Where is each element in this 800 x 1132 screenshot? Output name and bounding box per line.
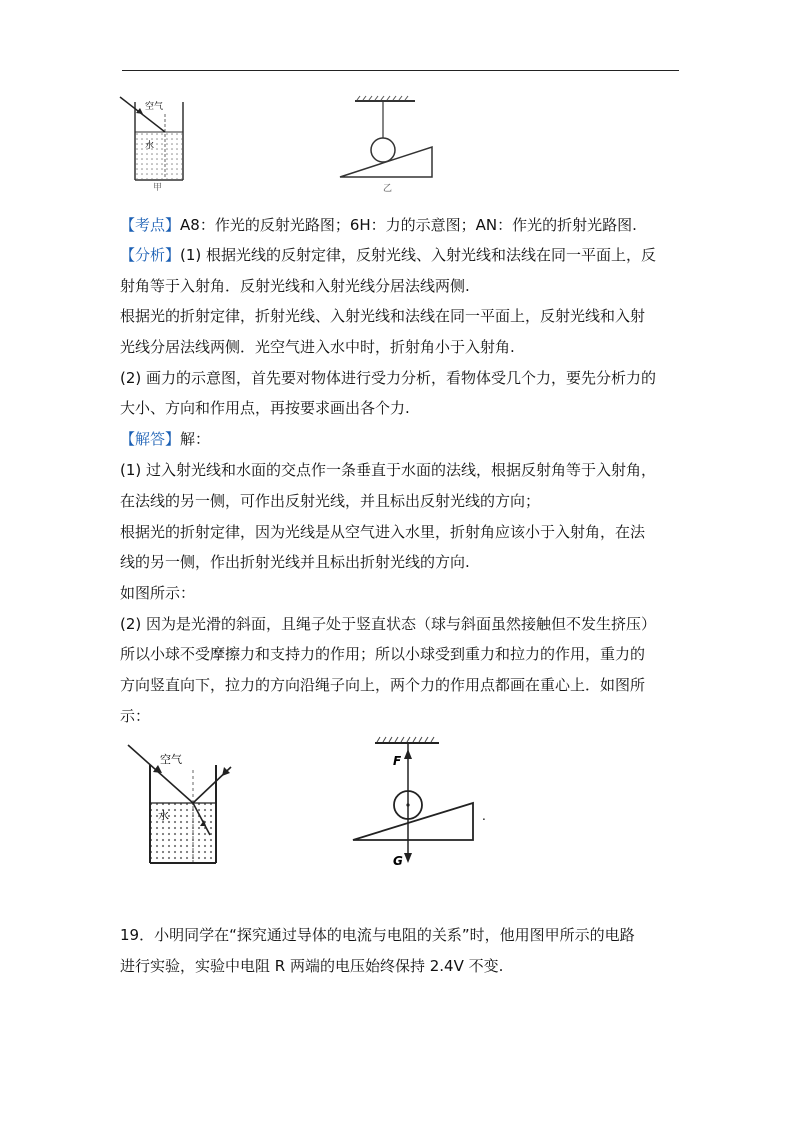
air-label-q: 空气 <box>145 102 164 112</box>
kaodian-text: A8：作光的反射光路图；6H：力的示意图；AN：作光的折射光路图. <box>180 216 637 234</box>
paragraph-line: 所以小球不受摩擦力和支持力的作用；所以小球受到重力和拉力的作用，重力的 <box>120 645 646 663</box>
fenxi-line <box>120 245 656 265</box>
paragraph-line: 根据光的折射定律，折射光线、入射光线和法线在同一平面上，反射光线和入射 <box>120 307 646 325</box>
ramp-figure-answer <box>345 735 495 870</box>
jieda-line <box>120 429 210 449</box>
paragraph-line: (2) 因为是光滑的斜面，且绳子处于竖直状态（球与斜面虽然接触但不发生挤压） <box>120 615 657 633</box>
trailing-dot: . <box>482 809 486 823</box>
paragraph-line: 光线分居法线两侧．光空气进入水中时，折射角小于入射角. <box>120 338 515 356</box>
question-19-line-2: 进行实验，实验中电阻 R 两端的电压始终保持 2.4V 不变. <box>120 957 504 975</box>
kaodian-tag: 【考点】 <box>120 216 181 234</box>
paragraph-line: 根据光的折射定律，因为光线是从空气进入水里，折射角应该小于入射角，在法 <box>120 523 646 541</box>
paragraph-line: 方向竖直向下，拉力的方向沿绳子向上，两个力的作用点都画在重心上．如图所 <box>120 676 646 694</box>
header-rule <box>122 70 679 71</box>
caption-yi: 乙 <box>383 184 393 194</box>
water-label-a: 水 <box>158 809 169 822</box>
jieda-text: 解： <box>180 430 211 448</box>
question-19-line-1: 19．小明同学在“探究通过导体的电流与电阻的关系”时，他用图甲所示的电路 <box>120 926 635 944</box>
force-g-label: G <box>393 854 403 868</box>
paragraph-line: (2) 画力的示意图，首先要对物体进行受力分析，看物体受几个力，要先分析力的 <box>120 369 657 387</box>
water-label-q: 水 <box>145 141 155 151</box>
paragraph-line: (1) 过入射光线和水面的交点作一条垂直于水面的法线，根据反射角等于入射角， <box>120 461 657 479</box>
paragraph-line: 在法线的另一侧，可作出反射光线，并且标出反射光线的方向； <box>120 492 541 510</box>
air-label-a: 空气 <box>160 753 182 766</box>
jieda-tag: 【解答】 <box>120 430 181 448</box>
ramp-figure-question <box>335 95 445 195</box>
paragraph-line: 射角等于入射角．反射光线和入射光线分居法线两侧. <box>120 277 470 295</box>
beaker-figure-answer <box>118 735 233 875</box>
kaodian-line <box>120 215 637 235</box>
caption-jia: 甲 <box>153 183 163 192</box>
beaker-figure-question <box>115 92 200 192</box>
fenxi-tag: 【分析】 <box>120 246 181 264</box>
paragraph-line: 大小、方向和作用点，再按要求画出各个力. <box>120 399 410 417</box>
paragraph-line: 示： <box>120 707 151 725</box>
paragraph-line: 如图所示： <box>120 584 196 602</box>
paragraph-line: 线的另一侧，作出折射光线并且标出折射光线的方向. <box>120 553 470 571</box>
force-f-label: F <box>393 754 402 768</box>
fenxi-text: (1) 根据光线的反射定律，反射光线、入射光线和法线在同一平面上，反 <box>180 246 657 264</box>
